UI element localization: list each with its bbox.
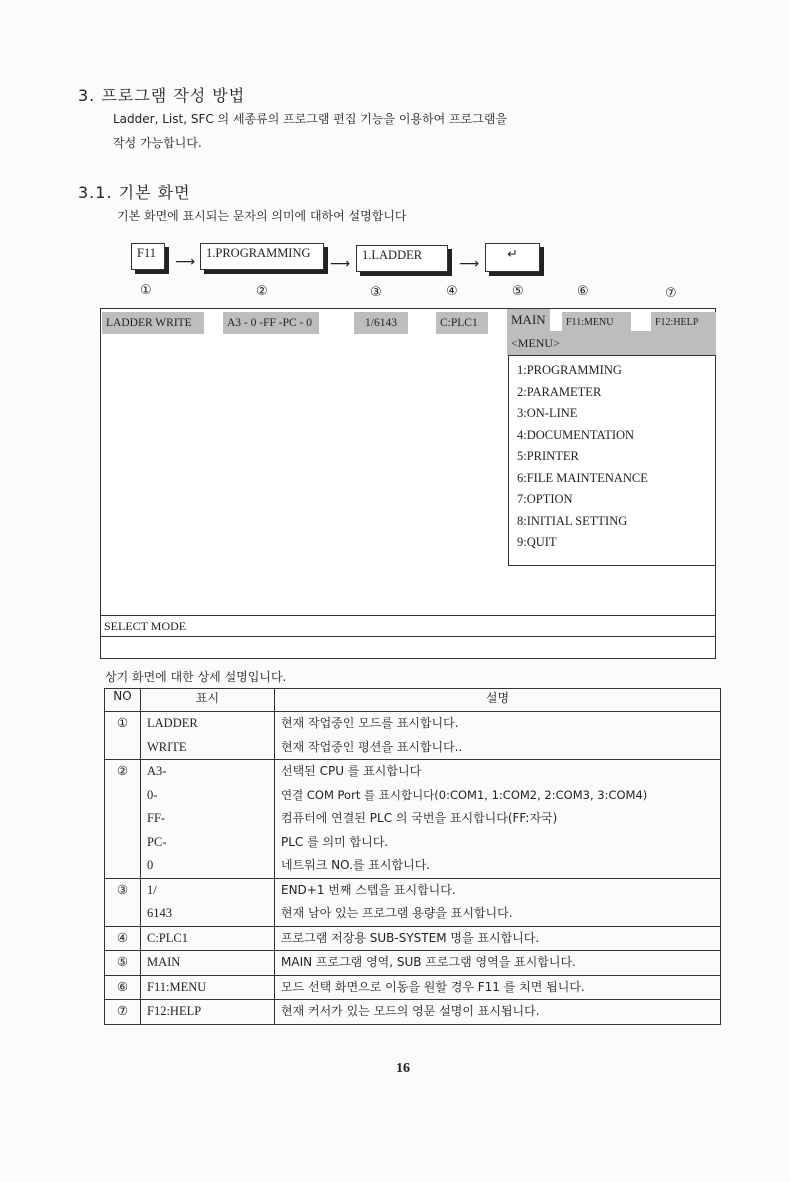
row-display: 6143 xyxy=(147,906,172,920)
menu-item[interactable]: 9:QUIT xyxy=(517,535,557,549)
row-no: ③ xyxy=(116,882,129,897)
table-row xyxy=(105,1000,721,1025)
menu-item[interactable]: 8:INITIAL SETTING xyxy=(517,513,628,528)
section-3-line2: 작성 가능합니다. xyxy=(113,136,202,150)
row-display: 0- xyxy=(147,787,158,802)
marker-2: ② xyxy=(256,284,268,299)
row-display: WRITE xyxy=(147,739,187,754)
row-no: ⑤ xyxy=(116,955,129,969)
row-no: ② xyxy=(116,764,129,778)
marker-3: ③ xyxy=(370,285,382,300)
status-bar xyxy=(101,309,715,355)
row-desc: 모드 선택 화면으로 이동을 원할 경우 F11 를 치면 됩니다. xyxy=(281,979,585,994)
row-desc: 현재 커서가 있는 모드의 영문 설명이 표시됩니다. xyxy=(281,1004,540,1018)
description-table xyxy=(104,688,721,1025)
page-number: 16 xyxy=(396,1061,410,1076)
header-display: 표시 xyxy=(141,689,275,712)
row-desc: 현재 작업중인 모드를 표시합니다. xyxy=(281,716,459,730)
arrow-icon: ⟶ xyxy=(175,254,196,270)
table-header-row xyxy=(105,689,721,712)
enter-key-icon: ↵ xyxy=(485,243,540,272)
menu-item[interactable]: 5:PRINTER xyxy=(517,449,579,463)
section-3-heading: 3. 프로그램 작성 방법 xyxy=(78,86,246,105)
row-display: F12:HELP xyxy=(147,1004,202,1018)
header-desc: 설명 xyxy=(275,689,721,712)
row-display: MAIN xyxy=(147,955,181,969)
status-steps: 1/6143 xyxy=(354,312,408,334)
row-desc: END+1 번째 스텝을 표시합니다. xyxy=(281,882,456,897)
arrow-icon: ⟶ xyxy=(330,256,351,272)
section-31-desc: 기본 화면에 표시되는 문자의 의미에 대하여 설명합니다 xyxy=(117,209,407,223)
mode-line: SELECT MODE xyxy=(101,615,715,637)
row-display: F11:MENU xyxy=(147,979,207,994)
table-intro: 상기 화면에 대한 상세 설명입니다. xyxy=(105,670,287,684)
row-desc: MAIN 프로그램 영역, SUB 프로그램 영역을 표시합니다. xyxy=(281,955,576,969)
row-display: FF- xyxy=(147,811,166,825)
status-f12-help: F12:HELP xyxy=(651,312,716,334)
section-31-heading: 3.1. 기본 화면 xyxy=(78,183,191,202)
row-desc: 선택된 CPU 를 표시합니다 xyxy=(281,764,422,778)
key-ladder: 1.LADDER xyxy=(356,245,448,272)
table-row xyxy=(105,926,721,951)
row-desc: 현재 작업중인 평션을 표시합니다.. xyxy=(281,739,463,754)
menu-item[interactable]: 6:FILE MAINTENANCE xyxy=(517,470,648,485)
key-programming: 1.PROGRAMMING xyxy=(200,243,324,270)
key-f11: F11 xyxy=(131,243,165,270)
status-mode: LADDER WRITE xyxy=(102,312,204,334)
table-row xyxy=(105,878,721,926)
arrow-icon: ⟶ xyxy=(459,256,480,272)
status-f11-menu: F11:MENU xyxy=(562,312,631,334)
table-row xyxy=(105,712,721,760)
row-no: ⑥ xyxy=(116,979,129,994)
row-desc: 연결 COM Port 를 표시합니다(0:COM1, 1:COM2, 2:COM3, 3:COM4) xyxy=(281,787,648,802)
menu-item[interactable]: 4:DOCUMENTATION xyxy=(517,427,635,442)
marker-6: ⑥ xyxy=(577,284,589,299)
marker-5: ⑤ xyxy=(512,284,524,299)
row-desc: 현재 남아 있는 프로그램 용량을 표시합니다. xyxy=(281,906,513,920)
status-main: MAIN xyxy=(507,309,550,331)
row-desc: 프로그램 저장용 SUB-SYSTEM 명을 표시합니다. xyxy=(281,930,540,945)
row-display: 1/ xyxy=(147,882,157,897)
row-desc: 컴퓨터에 연결된 PLC 의 국번을 표시합니다(FF:자국) xyxy=(281,811,558,825)
menu-item[interactable]: 7:OPTION xyxy=(517,492,573,506)
table-row xyxy=(105,951,721,976)
row-display: C:PLC1 xyxy=(147,930,188,945)
screen-mockup xyxy=(100,308,716,659)
row-display: PC- xyxy=(147,834,167,849)
header-no: NO xyxy=(105,689,141,712)
table-row xyxy=(105,975,721,1000)
status-subsystem: C:PLC1 xyxy=(436,312,488,334)
menu-item[interactable]: 3:ON-LINE xyxy=(517,406,578,420)
row-display: A3- xyxy=(147,764,167,778)
status-cpu: A3 - 0 -FF -PC - 0 xyxy=(223,312,319,334)
row-no: ① xyxy=(116,716,129,730)
menu-title: <MENU> xyxy=(507,331,716,355)
row-display: LADDER xyxy=(147,716,198,730)
row-desc: PLC 를 의미 합니다. xyxy=(281,834,389,849)
table-row xyxy=(105,760,721,879)
row-display: 0 xyxy=(147,858,154,872)
menu-item[interactable]: 2:PARAMETER xyxy=(517,384,602,399)
marker-1: ① xyxy=(140,283,152,298)
row-no: ⑦ xyxy=(116,1004,129,1018)
section-3-line1: Ladder, List, SFC 의 세종류의 프로그램 편집 기능을 이용하여 프로그램을 xyxy=(113,112,508,126)
row-no: ④ xyxy=(116,930,129,945)
marker-4: ④ xyxy=(446,284,458,299)
row-desc: 네트워크 NO.를 표시합니다. xyxy=(281,858,431,872)
marker-7: ⑦ xyxy=(665,286,677,301)
menu-item[interactable]: 1:PROGRAMMING xyxy=(517,363,622,377)
main-menu xyxy=(508,355,716,566)
